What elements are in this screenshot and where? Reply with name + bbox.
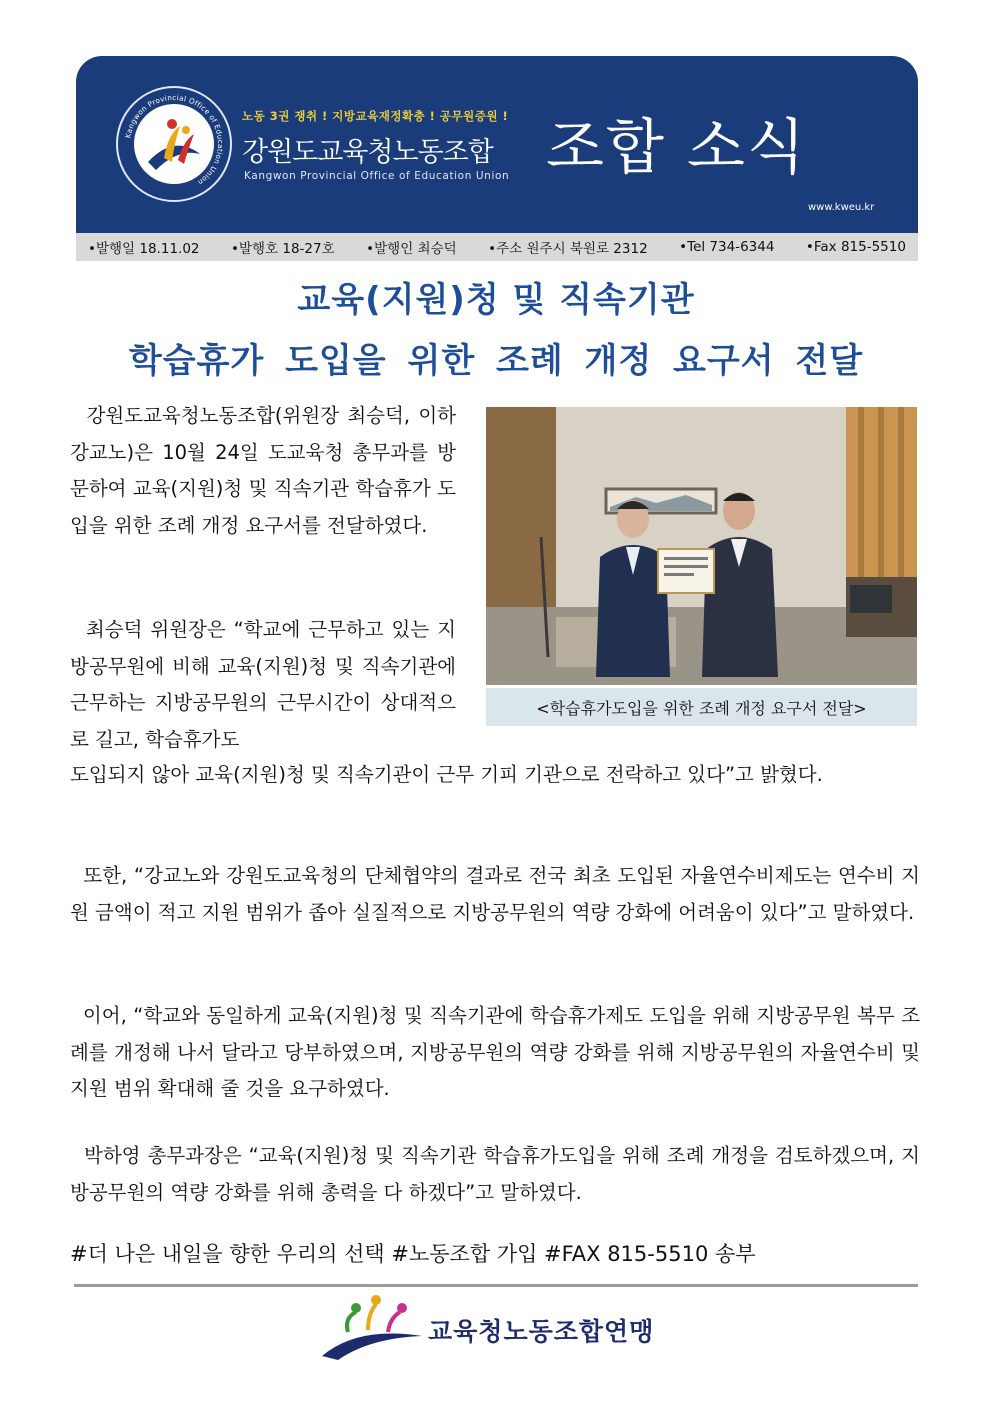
publisher: • 발행인 최승덕 bbox=[366, 237, 457, 257]
seal-ring-text: Kangwon Provincial Office of Education Union bbox=[123, 92, 226, 188]
address: • 주소 원주시 북원로 2312 bbox=[488, 237, 648, 257]
website-url[interactable]: www.kweu.kr bbox=[808, 202, 875, 213]
issue-number: • 발행호 18-27호 bbox=[231, 237, 335, 257]
issue-date: • 발행일 18.11.02 bbox=[88, 237, 200, 257]
hashtag-line: #더 나은 내일을 향한 우리의 선택 #노동조합 가입 #FAX 815-5510 송부 bbox=[70, 1242, 756, 1266]
union-name-korean: 강원도교육청노동조합 bbox=[242, 137, 493, 168]
paragraph-3: 또한, “강교노와 강원도교육청의 단체협약의 결과로 전국 최초 도입된 자율연수비제도는 연수비 지원 금액이 적고 지원 범위가 좁아 실질적으로 지방공무원의 역량 강화에 어려움이 있다”고 말하였다. bbox=[70, 864, 920, 924]
federation-logo-icon bbox=[318, 1292, 428, 1362]
newsletter-title: 조합 소식 bbox=[546, 113, 807, 183]
union-emblem-icon bbox=[134, 104, 214, 184]
telephone: • Tel 734-6344 bbox=[679, 239, 774, 255]
paragraph-2-part-2: 도입되지 않아 교육(지원)청 및 직속기관이 근무 기피 기관으로 전락하고 있다”고 밝혔다. bbox=[70, 763, 823, 786]
union-slogan: 노동 3권 쟁취 ! 지방교육재정확충 ! 공무원증원 ! bbox=[242, 109, 509, 123]
headline-line-2: 학습휴가 도입을 위한 조례 개정 요구서 전달 bbox=[128, 341, 864, 381]
headline-line-1: 교육(지원)청 및 직속기관 bbox=[297, 280, 695, 320]
publication-info-bar bbox=[76, 233, 918, 261]
paragraph-5: 박하영 총무과장은 “교육(지원)청 및 직속기관 학습휴가도입을 위해 조례 개정을 검토하겠으며, 지방공무원의 역량 강화를 위해 총력을 다 하겠다”고 말하였다. bbox=[70, 1144, 920, 1204]
fax-number: • Fax 815-5510 bbox=[806, 239, 906, 255]
footer-divider bbox=[74, 1284, 918, 1287]
paragraph-2-part-1: 최승덕 위원장은 “학교에 근무하고 있는 지방공무원에 비해 교육(지원)청 및 직속기관에 근무하는 지방공무원의 근무시간이 상대적으로 길고, 학습휴가도 bbox=[70, 618, 456, 751]
union-seal-logo bbox=[116, 86, 232, 202]
article-photo bbox=[486, 407, 917, 685]
header-banner bbox=[76, 56, 918, 233]
photo-caption: <학습휴가도입을 위한 조례 개정 요구서 전달> bbox=[486, 688, 917, 726]
union-name-english: Kangwon Provincial Office of Education Union bbox=[244, 170, 510, 182]
paragraph-4: 이어, “학교와 동일하게 교육(지원)청 및 직속기관에 학습휴가제도 도입을 위해 지방공무원 복무 조례를 개정해 나서 달라고 당부하였으며, 지방공무원의 역량 강화를 위해 지방공무원의 자율연수비 및 지원 범위 확대해 줄 것을 요구하였다. bbox=[70, 1004, 920, 1100]
federation-name: 교육청노동조합연맹 bbox=[428, 1317, 655, 1346]
paragraph-1: 강원도교육청노동조합(위원장 최승덕, 이하 강교노)은 10월 24일 도교육청 총무과를 방문하여 교육(지원)청 및 직속기관 학습휴가 도입을 위한 조례 개정 요구서를 전달하였다. bbox=[70, 404, 456, 537]
